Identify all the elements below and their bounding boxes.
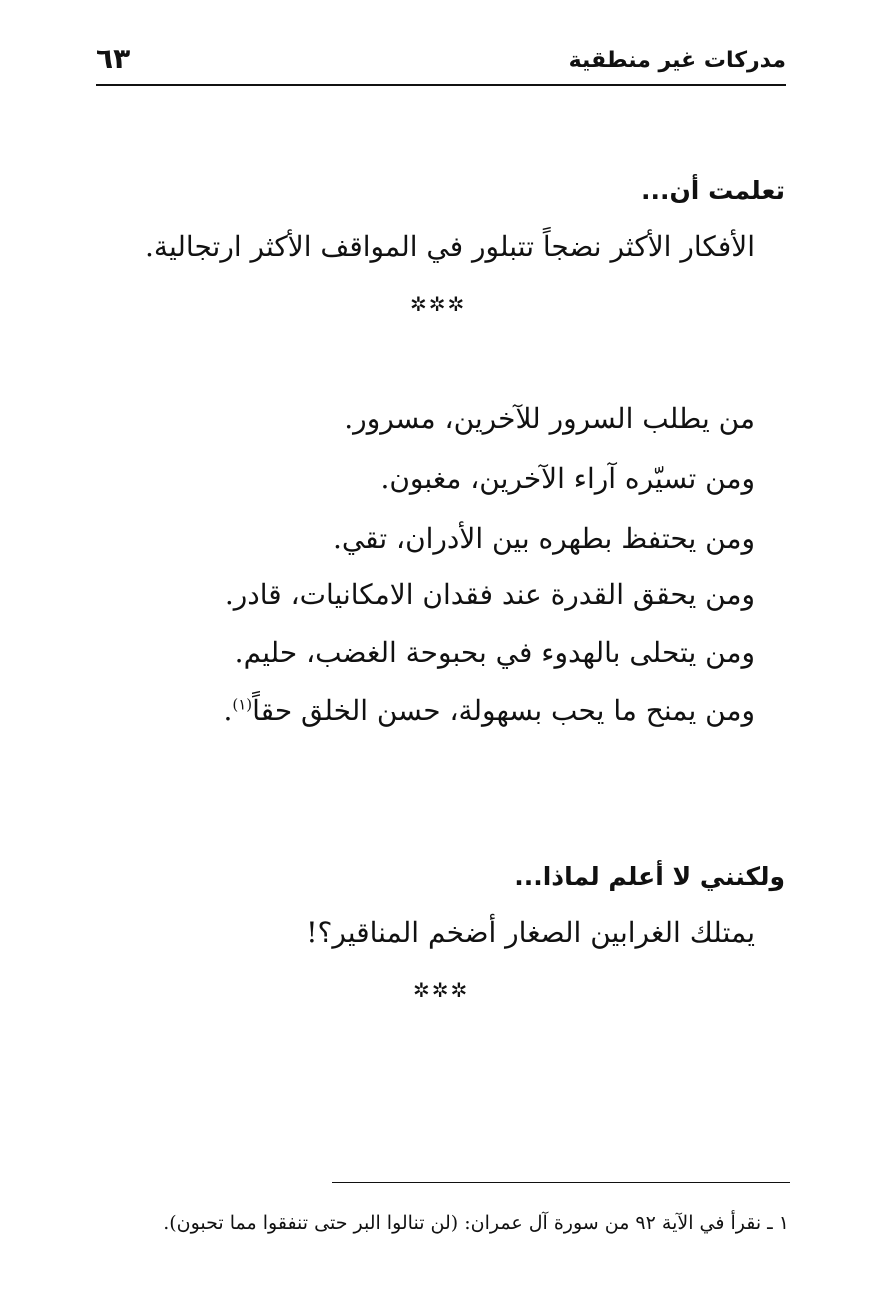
verse-line-3: ومن يحتفظ بطهره بين الأدران، تقي.: [332, 522, 755, 555]
running-title: مدركات غير منطقية: [568, 48, 786, 73]
verse-line-6: [223, 694, 755, 727]
section-heading-why: ولكنني لا أعلم لماذا...: [514, 862, 785, 891]
verse-line-2: ومن تسيّره آراء الآخرين، مغبون.: [380, 462, 755, 495]
verse-line-6-text: ومن يمنح ما يحب بسهولة، حسن الخلق حقاً: [252, 694, 755, 727]
footnote-rule: [332, 1182, 790, 1183]
maxim-line: الأفكار الأكثر نضجاً تتبلور في المواقف الأكثر ارتجالية.: [145, 230, 755, 263]
page-number: ٦٣: [96, 42, 131, 75]
page-header: [96, 38, 786, 86]
question-line: يمتلك الغرابين الصغار أضخم المناقير؟!: [306, 916, 755, 949]
verse-line-5: ومن يتحلى بالهدوء في بحبوحة الغضب، حليم.: [234, 636, 755, 669]
verse-line-6-end: .: [223, 694, 233, 727]
separator-stars: ✲✲✲: [410, 292, 467, 316]
section-heading-learned: تعلمت أن...: [640, 176, 785, 205]
footnote: ١ ـ نقرأ في الآية ٩٢ من سورة آل عمران: (لن تنالوا البر حتى تنفقوا مما تحبون).: [163, 1212, 789, 1234]
footnote-marker: (١): [232, 695, 253, 714]
separator-stars-2: ✲✲✲: [413, 978, 470, 1002]
verse-line-1: من يطلب السرور للآخرين، مسرور.: [344, 402, 755, 435]
verse-line-4: ومن يحقق القدرة عند فقدان الامكانيات، قادر.: [224, 578, 755, 611]
